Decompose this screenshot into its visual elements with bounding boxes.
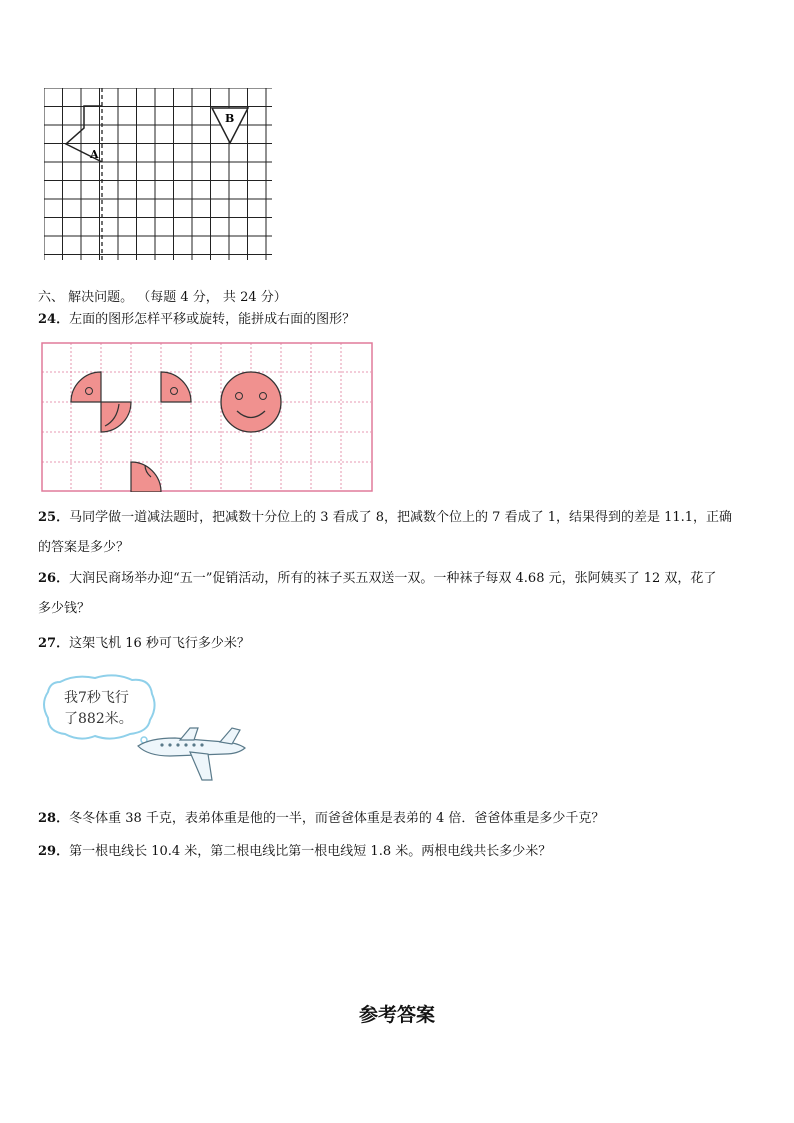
- piece-bottom-quarter: [131, 462, 161, 492]
- question-29-text: 第一根电线长 10.4 米，第二根电线比第一根电线短 1.8 米。两根电线共长多少米？: [69, 844, 552, 859]
- question-28-number: 28．: [38, 811, 70, 826]
- question-24-text: 左面的图形怎样平移或旋转，能拼成右面的图形？: [69, 312, 356, 327]
- question-27-number: 27．: [38, 636, 70, 651]
- question-25-text-line2: 的答案是多少？: [38, 540, 130, 555]
- question-27: [38, 635, 250, 653]
- section-6-title: 六、 解决问题。 （每题 4 分， 共 24 分）: [38, 290, 287, 305]
- shape-b-label: B: [225, 112, 235, 125]
- question-26-line2: [38, 600, 90, 618]
- shape-a-label: A: [90, 148, 99, 161]
- question-28: [38, 810, 604, 828]
- question-26: [38, 570, 716, 588]
- piece-top-right: [161, 372, 191, 402]
- question-29: [38, 843, 551, 861]
- question-26-number: 26．: [38, 571, 70, 586]
- smiley-grid-figure: [41, 342, 373, 492]
- question-26-text-line1: 大润民商场举办迎“五一”促销活动，所有的袜子买五双送一双。一种袜子每双 4.68 元，张阿姨买了 12 双，花了: [69, 571, 717, 586]
- question-24-number: 24．: [38, 312, 70, 327]
- translation-grid-figure: [44, 88, 272, 260]
- speech-bubble-line2: 了882米。: [64, 711, 133, 727]
- answer-section-title: 参考答案: [358, 1004, 435, 1026]
- question-25-line2: [38, 539, 129, 557]
- piece-smile-quarter: [101, 402, 131, 432]
- piece-top-left: [71, 372, 101, 402]
- airplane-icon: [138, 728, 245, 780]
- question-28-text: 冬冬体重 38 千克，表弟体重是他的一半，而爸爸体重是表弟的 4 倍．爸爸体重是多少千克？: [69, 811, 605, 826]
- question-25-number: 25．: [38, 510, 70, 525]
- question-27-text: 这架飞机 16 秒可飞行多少米？: [69, 636, 250, 651]
- plane-illustration: [40, 672, 255, 792]
- grid-border: [42, 343, 372, 491]
- question-25-text-line1: 马同学做一道减法题时，把减数十分位上的 3 看成了 8，把减数个位上的 7 看成了 1，结果得到的差是 11.1，正确: [69, 510, 733, 525]
- question-24: [38, 311, 355, 329]
- smiley-face: [221, 372, 281, 432]
- question-29-number: 29．: [38, 844, 70, 859]
- question-26-text-line2: 多少钱？: [38, 601, 91, 616]
- speech-bubble-line1: 我7秒飞行: [64, 690, 129, 706]
- speech-bubble: [44, 675, 155, 738]
- question-25: [38, 509, 732, 527]
